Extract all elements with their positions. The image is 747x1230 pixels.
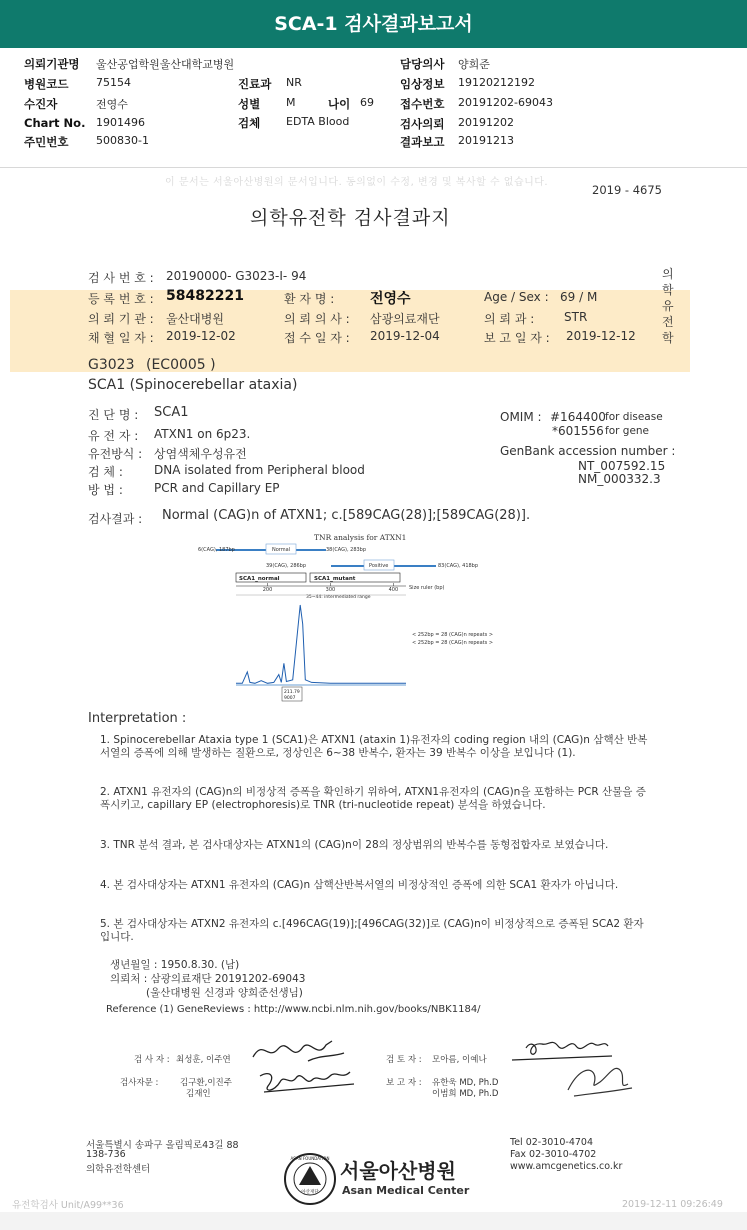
field-value: 울산공업학원울산대학교병원 — [96, 58, 235, 71]
row-label: 등 록 번 호 : — [88, 292, 154, 306]
tnr-chart — [196, 530, 526, 720]
detail-value: PCR and Capillary EP — [154, 481, 280, 495]
detail-value: ATXN1 on 6p23. — [154, 427, 251, 441]
paragraph-1: 1. Spinocerebellar Ataxia type 1 (SCA1)은 ATXN1 (ataxin 1)유전자의 coding region 내의 (CAG)n 삼핵산 반복서열의 증폭에 의해 발생하는 질환으로, 정상인은 6~38 반복수, 환자는 39 반복수 이상을 보입니다 (1). — [100, 734, 648, 759]
annotation-label: < 252bp = 28 (CAG)n repeats > — [412, 640, 494, 646]
hospital-name-english: Asan Medical Center — [342, 1184, 470, 1197]
asan-foundation-logo — [283, 1152, 337, 1206]
scanned-report — [0, 170, 747, 1210]
field-label: 담당의사 — [400, 57, 445, 71]
paragraph-4: 4. 본 검사대상자는 ATXN1 유전자의 (CAG)n 삼핵산반복서열의 비정상적인 증폭에 의한 SCA1 환자가 아닙니다. — [100, 879, 619, 891]
report-title: 의학유전학 검사결과지 — [250, 207, 451, 229]
row-value: 20190000- G3023-I- 94 — [166, 269, 307, 283]
detail-label: 유 전 자 : — [88, 429, 139, 443]
annotation-label: 39(CAG), 286bp — [266, 563, 307, 569]
signer-label: 검사자문 : — [120, 1078, 159, 1088]
signer-name: 유한욱 MD, Ph.D — [432, 1078, 499, 1088]
field-label: 접수번호 — [400, 97, 445, 111]
address-line-3: 의학유전학센터 — [86, 1164, 151, 1175]
signer-name: 최성훈, 이주연 — [176, 1055, 231, 1065]
detail-label: 방 법 : — [88, 483, 123, 497]
reporter-signature — [508, 1060, 638, 1100]
paragraph-5: 5. 본 검사대상자는 ATXN2 유전자의 c.[496CAG(19)];[496CAG(32)]로 (CAG)n이 비정상적으로 증폭된 SCA2 환자입니다. — [100, 918, 644, 943]
x-axis-label: Size ruler (bp) — [409, 585, 445, 591]
patient-info-header — [0, 50, 747, 168]
annotation-label: Normal — [272, 547, 291, 553]
field-value: 1901496 — [96, 116, 145, 129]
field-label: 검사의뢰 — [400, 117, 445, 131]
fax: Fax 02-3010-4702 — [510, 1149, 597, 1160]
row-value: 삼광의료재단 — [370, 312, 440, 326]
x-tick-label: 200 — [262, 587, 273, 593]
electropherogram-trace — [236, 605, 406, 683]
row-value: 2019-12-02 — [166, 329, 236, 343]
detail-label: 유전방식 : — [88, 447, 143, 461]
field-label: 의뢰기관명 — [24, 57, 80, 71]
field-value: EDTA Blood — [286, 115, 350, 128]
row-label: 접 수 일 자 : — [284, 331, 350, 345]
field-value: 69 — [360, 96, 374, 109]
omim-disease-note: for disease — [605, 411, 663, 423]
website: www.amcgenetics.co.kr — [510, 1161, 623, 1172]
row-value: 58482221 — [166, 288, 244, 304]
annotation-label: Positive — [369, 563, 389, 569]
field-label: 검체 — [238, 116, 261, 130]
logo-inner-label: 아산재단 — [301, 1190, 319, 1195]
annotation-label: SCA1_normal — [239, 576, 280, 582]
result-label: 검사결과 : — [88, 512, 143, 526]
row-value: 2019-12-04 — [370, 329, 440, 343]
peak-height-label: 9007 — [284, 696, 296, 701]
field-value: NR — [286, 76, 302, 89]
field-label: 성별 — [238, 97, 261, 111]
x-tick-label: 400 — [388, 587, 399, 593]
address-line-2: 138-736 — [86, 1149, 126, 1160]
field-value: M — [286, 96, 296, 109]
omim-gene-id: *601556 — [552, 424, 604, 438]
row-label: 의 뢰 기 관 : — [88, 312, 154, 326]
field-value: 500830-1 — [96, 134, 149, 147]
field-value: 75154 — [96, 76, 131, 89]
logo-ring-label: ASAN FOUNDATION — [290, 1156, 330, 1161]
paragraph-3: 3. TNR 분석 결과, 본 검사대상자는 ATXN1의 (CAG)n이 28의 정상범위의 반복수를 동형접합자로 보였습니다. — [100, 839, 609, 851]
x-ticks — [263, 583, 398, 593]
field-label: 진료과 — [238, 77, 272, 91]
address-line-1: 서울특별시 송파구 올림픽로43길 88 — [86, 1140, 239, 1151]
signer-name: 이범희 MD, Ph.D — [432, 1089, 499, 1099]
chart-title: TNR analysis for ATXN1 — [314, 533, 407, 542]
detail-label: 진 단 명 : — [88, 408, 139, 422]
row-label: 보 고 일 자 : — [484, 331, 550, 345]
interpretation-title: Interpretation : — [88, 711, 187, 726]
signer-label: 검 토 자 : — [386, 1055, 422, 1065]
row-value: 2019-12-12 — [566, 329, 636, 343]
report-banner — [0, 0, 747, 48]
requester-detail: (울산대병원 신경과 양희준선생님) — [146, 987, 303, 999]
field-label: 결과보고 — [400, 135, 445, 149]
banner-title: SCA-1 검사결과보고서 — [274, 13, 473, 35]
field-value: 20191202 — [458, 116, 514, 129]
annotation-label: 38(CAG), 283bp — [326, 547, 367, 553]
row-label: 채 혈 일 자 : — [88, 331, 154, 345]
signer-name: 김재인 — [186, 1089, 211, 1099]
row-label: Age / Sex : — [484, 290, 549, 304]
annotation-label: < 252bp = 28 (CAG)n repeats > — [412, 632, 494, 638]
field-label: 병원코드 — [24, 77, 69, 91]
test-sub-code: (EC0005 ) — [146, 357, 216, 373]
row-label: 의 뢰 의 사 : — [284, 312, 350, 326]
field-label: 주민번호 — [24, 135, 69, 149]
field-label: 나이 — [328, 97, 351, 111]
row-value: 전영수 — [370, 291, 411, 307]
omim-gene-note: for gene — [605, 425, 650, 437]
row-value: 69 / M — [560, 290, 598, 304]
annotation-label: SCA1_mutant — [314, 576, 356, 582]
document-number: 2019 - 4675 — [592, 183, 662, 197]
row-value: 울산대병원 — [166, 312, 224, 326]
test-name: SCA1 (Spinocerebellar ataxia) — [88, 377, 298, 393]
reference: Reference (1) GeneReviews : http://www.ncbi.nlm.nih.gov/books/NBK1184/ — [106, 1004, 481, 1015]
signer-name: 김구환,이진주 — [180, 1078, 232, 1088]
detail-value: SCA1 — [154, 405, 189, 420]
test-code: G3023 — [88, 357, 135, 373]
result-value: Normal (CAG)n of ATXN1; c.[589CAG(28)];[589CAG(28)]. — [162, 508, 531, 523]
field-label: Chart No. — [24, 116, 86, 130]
requester: 의뢰처 : 삼광의료재단 20191202-69043 — [110, 973, 306, 985]
detail-value: DNA isolated from Peripheral blood — [154, 463, 365, 477]
paragraph-2: 2. ATXN1 유전자의 (CAG)n의 비정상적 증폭을 확인하기 위하여, ATXN1유전자의 (CAG)n을 포함하는 PCR 산물을 증폭시키고, capillary EP (electrophoresis)로 TNR (tri-nucleotide repeat) 분석을 하였습니다. — [100, 786, 646, 811]
omim-label: OMIM : — [500, 410, 542, 424]
signer-label: 보 고 자 : — [386, 1078, 422, 1088]
signer-label: 검 사 자 : — [134, 1055, 170, 1065]
detail-value: 상염색체우성유전 — [154, 447, 247, 461]
side-label: 의 학 유 전 학 — [662, 267, 674, 345]
genbank-acc-2: NM_000332.3 — [578, 472, 661, 486]
field-value: 양희준 — [458, 58, 490, 71]
x-tick-label: 300 — [325, 587, 336, 593]
annotation-label: 6(CAG), 187bp — [198, 547, 235, 553]
field-value: 19120212192 — [458, 76, 535, 89]
omim-disease-id: #164400 — [550, 410, 606, 424]
hospital-name-korean: 서울아산병원 — [340, 1159, 456, 1183]
annotation-label: 35~44: intermediated range — [306, 595, 371, 600]
genbank-acc-1: NT_007592.15 — [578, 459, 666, 473]
row-label: 환 자 명 : — [284, 292, 335, 306]
field-label: 임상정보 — [400, 77, 445, 91]
birth-date: 생년월일 : 1950.8.30. (남) — [110, 959, 240, 971]
timestamp-footer: 2019-12-11 09:26:49 — [622, 1199, 723, 1210]
copyright-watermark: 이 문서는 서울아산병원의 문서입니다. 동의없이 수정, 변경 및 복사할 수 없습니다. — [165, 177, 549, 188]
row-label: 검 사 번 호 : — [88, 271, 154, 285]
field-value: 전영수 — [96, 98, 128, 111]
peak-size-label: 211.79 — [284, 690, 300, 695]
annotation-label: 83(CAG), 418bp — [438, 563, 479, 569]
field-value: 20191202-69043 — [458, 96, 553, 109]
field-label: 수진자 — [24, 97, 58, 111]
row-label: 의 뢰 과 : — [484, 312, 535, 326]
genbank-label: GenBank accession number : — [500, 444, 676, 458]
detail-label: 검 체 : — [88, 465, 123, 479]
signer-name: 모아름, 이예나 — [432, 1055, 487, 1065]
supervisor-signature — [254, 1062, 364, 1098]
unit-footer: 유전학검사 Unit/A99**36 — [12, 1200, 124, 1210]
telephone: Tel 02-3010-4704 — [510, 1137, 593, 1148]
field-value: 20191213 — [458, 134, 514, 147]
row-value: STR — [564, 310, 588, 324]
bottom-bar — [0, 1212, 747, 1230]
